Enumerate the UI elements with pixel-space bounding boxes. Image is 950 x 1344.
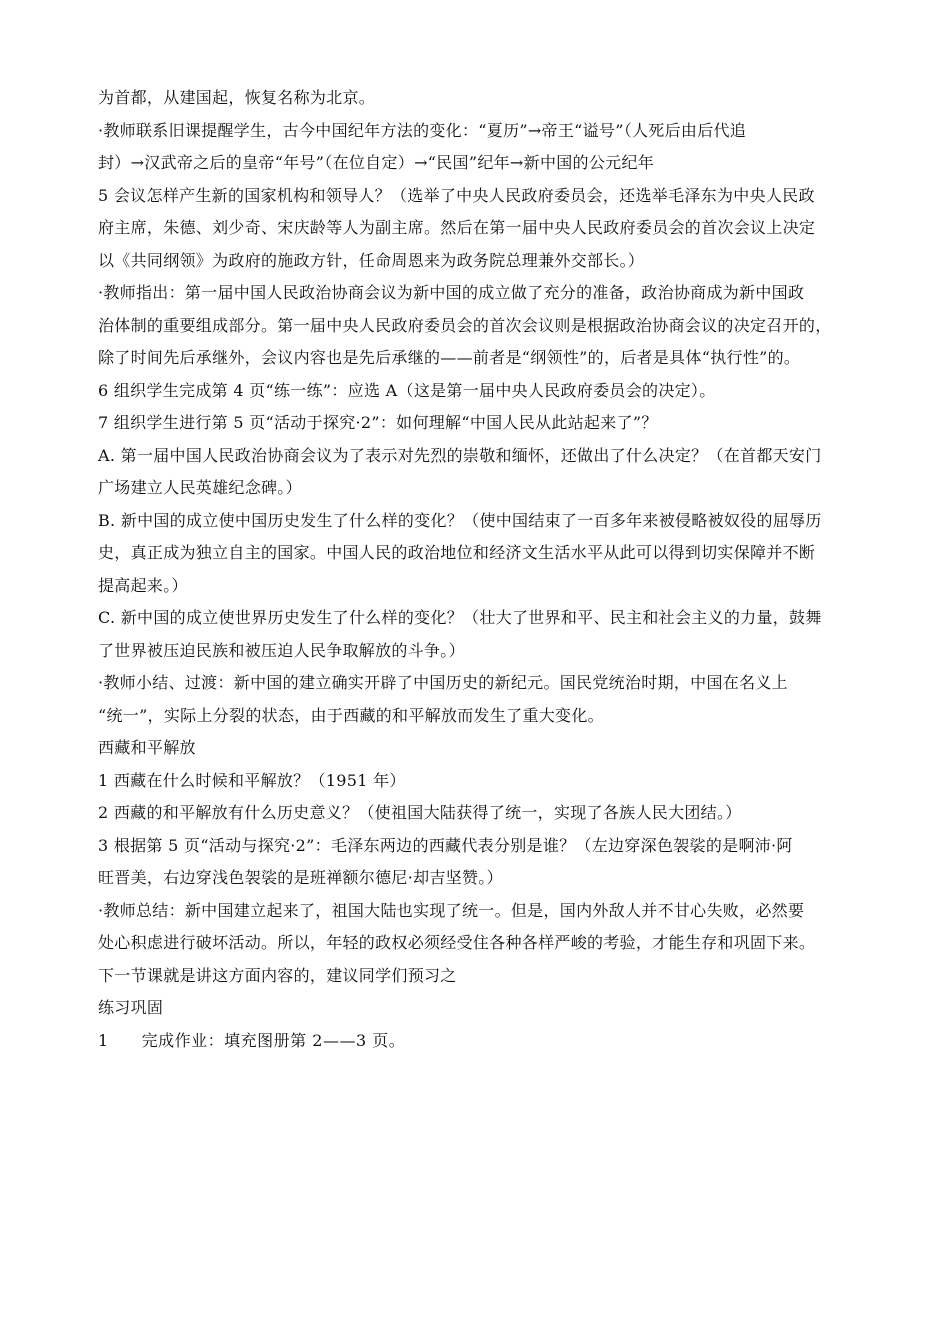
- text-line: 广场建立人民英雄纪念碑。）: [98, 478, 302, 497]
- text-line: 5 会议怎样产生新的国家机构和领导人？（选举了中央人民政府委员会，还选举毛泽东为中央人民政: [98, 185, 815, 205]
- text-line: 2 西藏的和平解放有什么历史意义？（使祖国大陆获得了统一，实现了各族人民大团结。）: [98, 803, 742, 822]
- text-line: A. 第一届中国人民政治协商会议为了表示对先烈的崇敬和缅怀，还做出了什么决定？（在首都天安门: [98, 445, 822, 465]
- text-line: 为首都，从建国起，恢复名称为北京。: [98, 88, 376, 107]
- text-line: 了世界被压迫民族和被压迫人民争取解放的斗争。）: [98, 640, 465, 660]
- text-line: ·教师小结、过渡：新中国的建立确实开辟了中国历史的新纪元。国民党统治时期，中国在名义上: [98, 673, 788, 692]
- text-line: 以《共同纲领》为政府的施政方针，任命周恩来为政务院总理兼外交部长。）: [98, 250, 645, 270]
- text-line: 府主席，朱德、刘少奇、宋庆龄等人为副主席。然后在第一届中央人民政府委员会的首次会议上决定: [98, 218, 816, 237]
- text-line: 7 组织学生进行第 5 页“活动于探究·2”：如何理解“中国人民从此站起来了”？: [98, 413, 658, 432]
- document-body: [98, 82, 868, 1057]
- text-line: 1 西藏在什么时候和平解放？（1951 年）: [98, 770, 406, 790]
- text-line: 除了时间先后承继外，会议内容也是先后承继的——前者是“纲领性”的，后者是具体“执行性”的。: [98, 348, 801, 367]
- text-line: ·教师联系旧课提醒学生，古今中国纪年方法的变化：“夏历”→帝王“谥号”（人死后由后代追: [98, 120, 747, 140]
- text-line: 史，真正成为独立自主的国家。中国人民的政治地位和经济文生活水平从此可以得到切实保障并不断: [98, 543, 816, 562]
- text-line: C. 新中国的成立使世界历史发生了什么样的变化？（壮大了世界和平、民主和社会主义的力量，鼓舞: [98, 608, 822, 627]
- text-line: 提高起来。）: [98, 575, 188, 595]
- text-line: ·教师总结：新中国建立起来了，祖国大陆也实现了统一。但是，国内外敌人并不甘心失败，必然要: [98, 900, 805, 920]
- text-line: 1 完成作业：填充图册第 2——3 页。: [98, 1030, 406, 1050]
- section-heading: 西藏和平解放: [98, 738, 196, 757]
- text-line: 3 根据第 5 页“活动与探究·2”：毛泽东两边的西藏代表分别是谁？（左边穿深色袈裟的是啊沛·阿: [98, 835, 793, 855]
- text-line: 旺晋美，右边穿浅色袈裟的是班禅额尔德尼·却吉坚赞。）: [98, 868, 503, 887]
- text-line: B. 新中国的成立使中国历史发生了什么样的变化？（使中国结束了一百多年来被侵略被奴役的屈辱历: [98, 510, 822, 530]
- text-line: ·教师指出：第一届中国人民政治协商会议为新中国的成立做了充分的准备，政治协商成为新中国政: [98, 283, 805, 302]
- section-heading: 练习巩固: [98, 998, 164, 1017]
- text-line: 封）→汉武帝之后的皇帝“年号”（在位自定）→“民国”纪年→新中国的公元纪年: [98, 153, 655, 172]
- text-line: 处心积虑进行破坏活动。所以，年轻的政权必须经受住各种各样严峻的考验，才能生存和巩固下来。: [98, 933, 816, 952]
- text-line: 治体制的重要组成部分。第一届中央人民政府委员会的首次会议则是根据政治协商会议的决定召开的，: [98, 315, 832, 335]
- text-line: 6 组织学生完成第 4 页“练一练”：应选 A（这是第一届中央人民政府委员会的决定）。: [98, 380, 716, 400]
- text-line: 下一节课就是讲这方面内容的，建议同学们预习之: [98, 965, 457, 985]
- text-line: “统一”，实际上分裂的状态，由于西藏的和平解放而发生了重大变化。: [98, 705, 604, 725]
